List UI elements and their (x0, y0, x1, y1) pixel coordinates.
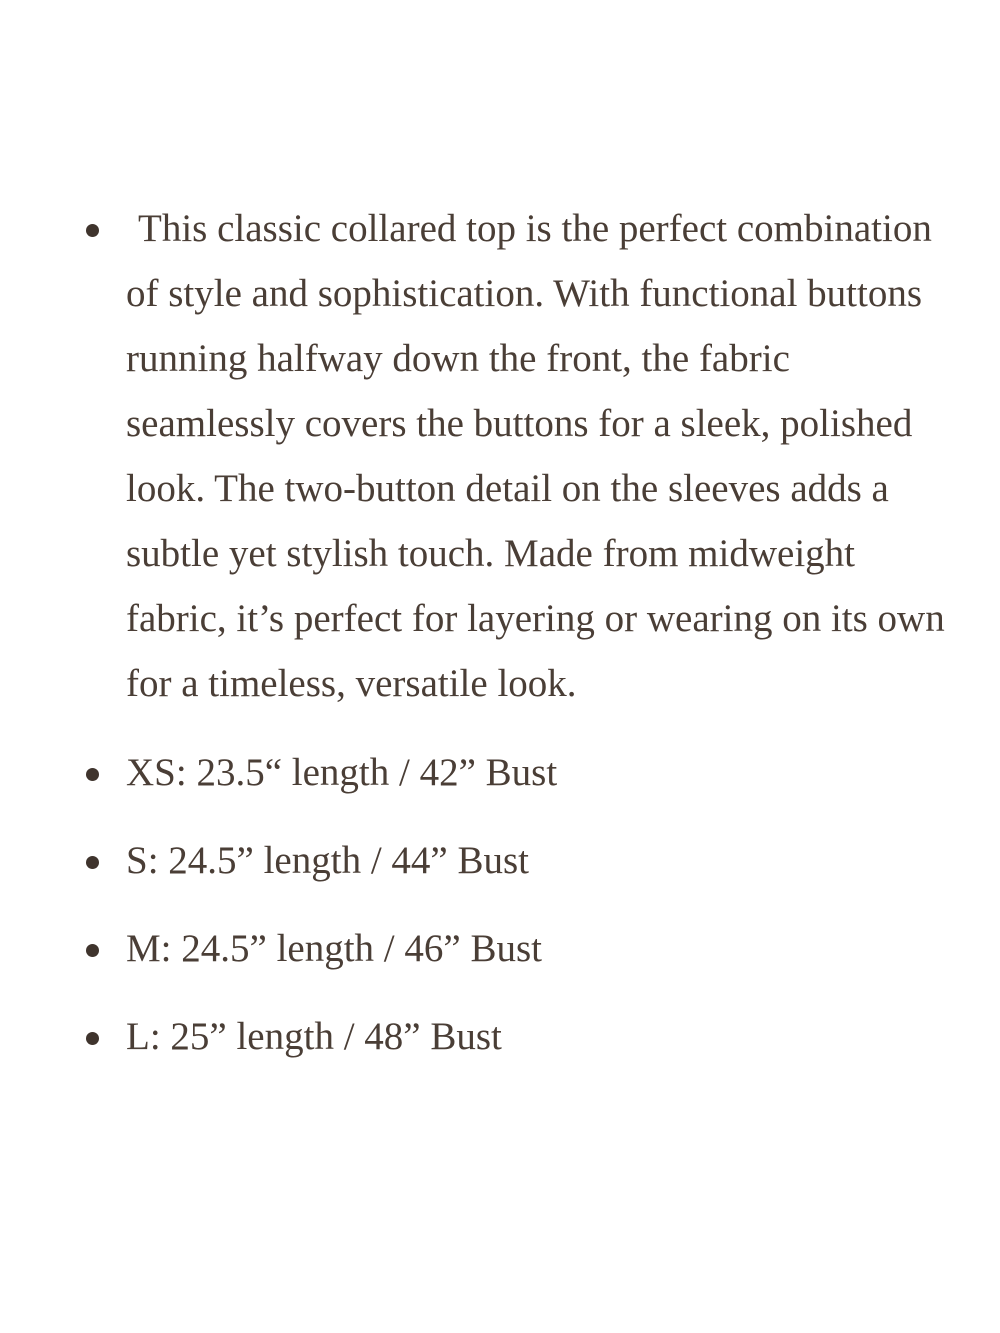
size-text-s: S: 24.5” length / 44” Bust (126, 839, 529, 882)
size-item-m (0, 916, 1000, 981)
size-item-l (0, 1004, 1000, 1069)
size-text-l: L: 25” length / 48” Bust (126, 1015, 502, 1058)
size-item-s (0, 828, 1000, 893)
description-item (0, 196, 1000, 716)
size-item-xs (0, 740, 1000, 805)
size-text-m: M: 24.5” length / 46” Bust (126, 927, 542, 970)
product-details (0, 196, 1000, 1092)
size-text-xs: XS: 23.5“ length / 42” Bust (126, 751, 558, 794)
details-list (0, 196, 1000, 1069)
description-text: This classic collared top is the perfect combination of style and sophistication. With functional buttons running halfway down the front, the fabric seamlessly covers the buttons for a sleek, polished look. The two-button detail on the sleeves adds a subtle yet stylish touch. Made from midweight fabric, it’s perfect for layering or wearing on its own for a timeless, versatile look. (126, 207, 945, 705)
